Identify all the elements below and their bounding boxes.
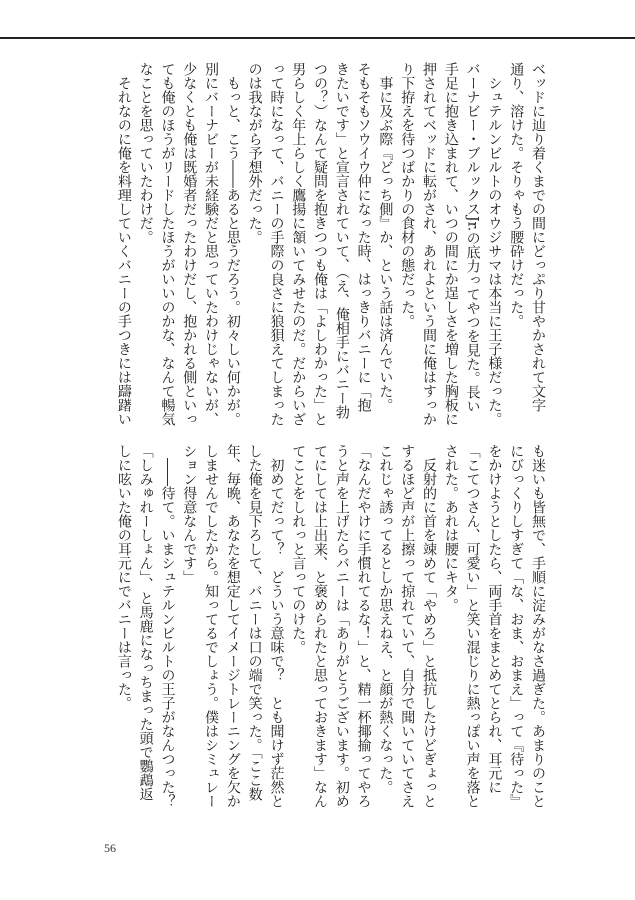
text-line: 初めてだって？ どういう意味で？ とも聞けず茫然と (268, 444, 285, 808)
text-line: きたいです」と宣言されていて、（え、俺相手にバニー勃 (333, 62, 350, 419)
text-line: バーナビー・ブルックスJr.の底力ってやつを見た。長い (464, 62, 481, 414)
text-line: てにしては上出来、と褒められたと思っておきます」なん (312, 444, 329, 808)
text-line: ――待て。いまシュテルンビルトの王子がなんつった？ (159, 444, 176, 808)
text-line: うと声を上げたらバニーは「ありがとうございます。初め (333, 444, 350, 808)
text-line: り下拵えを待つばかりの食材の態だった。 (399, 62, 416, 328)
text-line: 年、毎晩、あなたを想定してイメージトレーニングを欠か (224, 444, 241, 808)
text-line: 少なくとも俺は既婚者だったわけだし、抱かれる側といっ (181, 62, 198, 426)
text-line: 事に及ぶ際『どっち側』か、という話は済んでいた。 (377, 62, 394, 412)
text-line: ても俺のほうがリードしたほうがいいのかな、なんて暢気 (159, 62, 176, 426)
text-line: 「こてつさん、可愛い」と笑い混じりに熱っぽい声を落と (464, 444, 481, 808)
text-line: つの？）なんて疑問を抱きつつも俺は「よしわかった」と (312, 62, 329, 426)
text-line: てことをしれっと言ってのけた。 (290, 444, 307, 654)
text-line: そもそもソウイウ仲になった時、はっきりバニーに「抱 (355, 62, 372, 412)
text-line: 手足に抱き込まれて、いつの間にか逞しさを増した胸板に (442, 62, 459, 426)
text-line: された。あれは腰にキタ。 (442, 444, 459, 612)
text-line: なことを思っていたわけだ。 (137, 62, 154, 244)
text-line: しませんでしたから。知ってるでしょう。僕はシミュレー (203, 444, 220, 808)
lower-text-block (112, 444, 548, 812)
text-line: 押されてベッドに転がされ、あれよという間に俺はすっか (421, 62, 438, 426)
text-line: 男らしく年上らしく鷹揚に頷いてみせたのだ。だからいざ (290, 62, 307, 426)
text-line: ベッドに辿り着くまでの間にどっぷり甘やかされて文字 (530, 62, 546, 412)
text-line: これじゃ誘ってるとしか思えねえ、と顔が熱くなった。 (377, 444, 394, 794)
text-line: 別にバーナビーが未経験だと思っていたわけじゃないが、 (203, 62, 220, 426)
page-number: 56 (104, 841, 116, 855)
text-line: にびっくりしすぎて「な、おま、おまえ」って『待った』 (508, 444, 525, 808)
header-rule (0, 37, 635, 39)
text-line: 「なんだやけに手慣れてるな！」と、精一杯揶揄ってやろ (355, 444, 372, 808)
text-line: のは我ながら予想外だった。 (246, 62, 263, 244)
text-line: ション得意なんです」 (181, 444, 198, 584)
text-line: って時になって、バニーの手際の良さに狼狽えてしまった (268, 62, 285, 426)
text-line: 反射的に首を竦めて「やめろ」と抵抗したけどぎょっと (421, 444, 438, 808)
text-line: しに呟いた俺の耳元にでバニーは言った。 (115, 444, 132, 710)
text-line: するほど声が上擦って掠れていて、自分で聞いていてさえ (399, 444, 416, 808)
text-line: も迷いも皆無で、手順に淀みがなさ過ぎた。あまりのこと (530, 444, 546, 808)
text-line: 通り、溶けた。そりゃもう腰砕けだった。 (508, 62, 525, 328)
text-line: もっと、こう――あると思うだろう。初々しい何かが。 (224, 62, 241, 426)
text-line: シュテルンビルトのオウジサマは本当に王子様だった。 (486, 62, 503, 426)
upper-text-block (112, 62, 548, 430)
text-line: それなのに俺を料理していくバニーの手つきには躊躇い (115, 62, 132, 426)
text-line: をかけようとしたら、両手首をまとめてとられ、耳元に (486, 444, 503, 794)
text-line: した俺を見下ろして、バニーは口の端で笑った。「ここ数 (246, 444, 263, 801)
text-line: 「しみゅれーしょん」、と馬鹿になっちまった頭で鸚鵡返 (137, 444, 154, 801)
